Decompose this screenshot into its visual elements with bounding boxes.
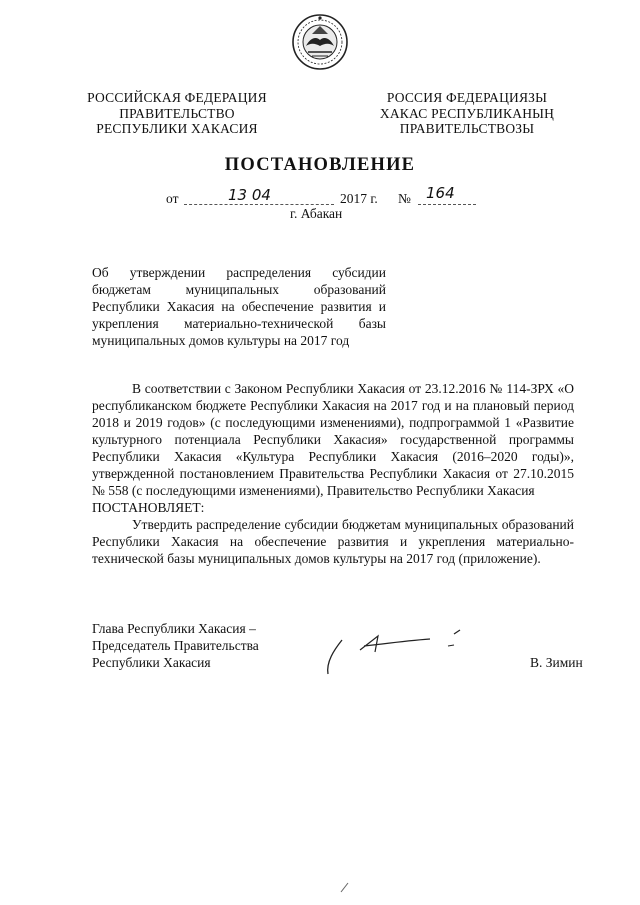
header-left-line: ПРАВИТЕЛЬСТВО [119, 105, 235, 121]
header-right-line: РОССИЯ ФЕДЕРАЦИЯЗЫ [386, 90, 548, 105]
city-name: г. Абакан [290, 206, 343, 221]
body-text [92, 380, 574, 567]
year-text: 2017 г. [340, 191, 378, 206]
signatory-title-line: Республики Хакасия [92, 655, 211, 670]
date-prefix: от [166, 191, 179, 206]
resolves-label: ПОСТАНОВЛЯЕТ: [92, 500, 205, 515]
signatory-title-line: Глава Республики Хакасия – [92, 621, 256, 636]
handwritten-signature [320, 628, 470, 678]
header-left-line: РОССИЙСКАЯ ФЕДЕРАЦИЯ [87, 90, 267, 105]
body-paragraph: В соответствии с Законом Республики Хакасия от 23.12.2016 № 114-ЗРХ «О республиканском бюджете Республики Хакасия на 2017 год и на плановый период 2018 и 2019 годов» (с последующими изменениями), подпрограммой 1 «Развитие культурного потенциала Республики Хакасия» государственной программы Республики Хакасия «Культура Республики Хакасия (2016–2020 годы)», утвержденной постановлением Правительства Республики Хакасия от 27.10.2015 № 558 (с последующими изменениями), Правительство Республики Хакасия [92, 381, 574, 498]
header-right [372, 90, 562, 137]
header-left [82, 90, 272, 137]
signatory-name: В. Зимин [530, 655, 583, 670]
date-underline [184, 204, 334, 205]
number-sign: № [398, 191, 411, 206]
signatory-title [92, 620, 292, 671]
handwritten-number: 164 [426, 184, 455, 202]
header-right-line: ПРАВИТЕЛЬСТВОЗЫ [399, 121, 535, 136]
page-mark-icon [338, 880, 352, 894]
header-right-line: ХАКАС РЕСПУБЛИКАНЫҢ [379, 105, 555, 121]
body-paragraph: Утвердить распределение субсидии бюджетам муниципальных образований Республики Хакасия на обеспечение развития и укрепления материально-технической базы муниципальных домов культуры на 2017 год (приложение). [92, 517, 574, 566]
subject-text: Об утверждении распределения субсидии бюджетам муниципальных образований Республики Хакасия на обеспечение развития и укрепления материально-технической базы муниципальных домов культуры на 2017 год [92, 265, 386, 348]
handwritten-date: 13 04 [228, 186, 271, 204]
number-underline [418, 204, 476, 205]
coat-of-arms-icon [290, 12, 350, 72]
signatory-title-line: Председатель Правительства [92, 638, 259, 653]
header-left-line: РЕСПУБЛИКИ ХАКАСИЯ [96, 121, 258, 136]
document-title: ПОСТАНОВЛЕНИЕ [224, 155, 416, 175]
